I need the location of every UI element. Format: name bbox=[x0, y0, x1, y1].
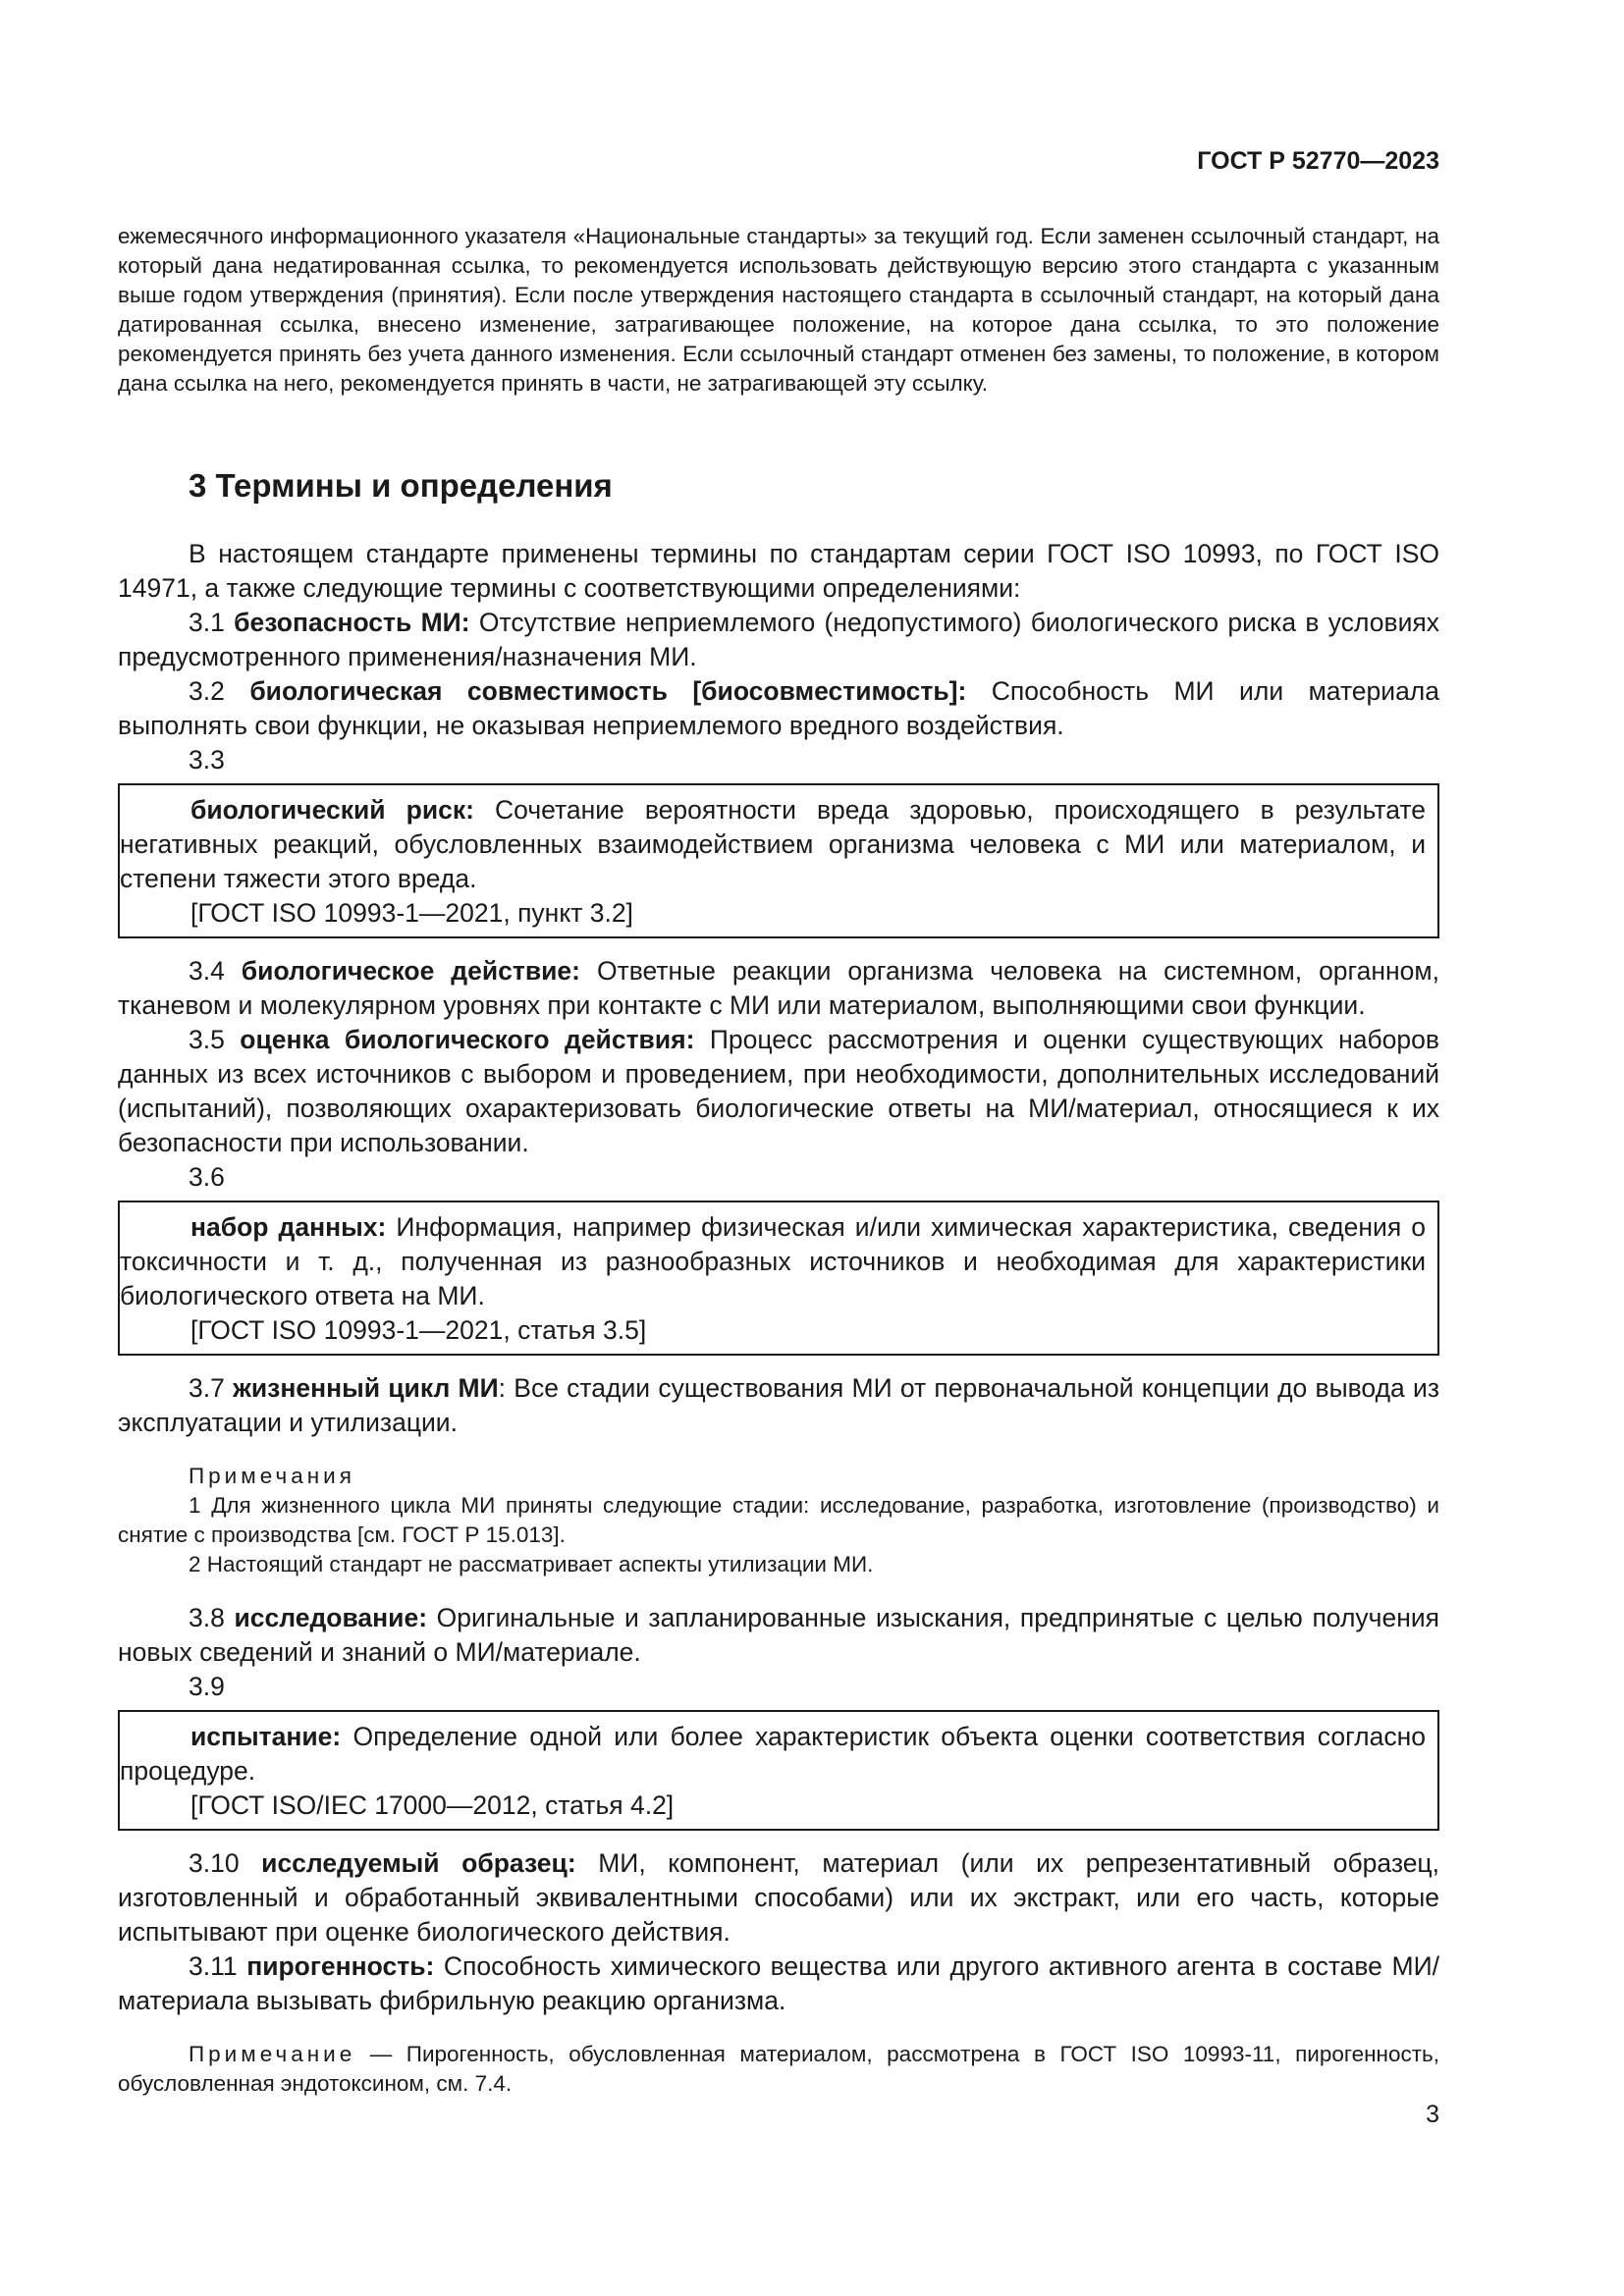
term-box-3-9 bbox=[118, 1710, 1439, 1831]
term-name: биологическая совместимость [биосовместимость]: bbox=[249, 676, 967, 706]
term-3-3 bbox=[120, 793, 1426, 896]
term-name: исследуемый образец: bbox=[261, 1848, 576, 1878]
term-3-1 bbox=[118, 606, 1439, 674]
term-box-3-6 bbox=[118, 1201, 1439, 1356]
term-name: биологический риск: bbox=[190, 795, 474, 825]
term-name: безопасность МИ: bbox=[234, 608, 470, 637]
term-3-6 bbox=[120, 1210, 1426, 1313]
term-definition: Информация, например физическая и/или химическая характеристика, сведения о токсичности и т. д., полученная из разнообразных источников и необходимая для характеристики биологического ответа на МИ. bbox=[120, 1212, 1426, 1310]
page-content bbox=[118, 222, 1439, 2099]
section-intro: В настоящем стандарте применены термины по стандартам серии ГОСТ ISO 10993, по ГОСТ ISO 14971, а также следующие термины с соответствующими определениями: bbox=[118, 539, 1439, 603]
term-number: 3.11 bbox=[189, 1951, 238, 1981]
term-definition: Способность МИ или материала выполнять свои функции, не оказывая неприемлемого вредного воздействия. bbox=[118, 676, 1440, 740]
note-2: 2 Настоящий стандарт не рассматривает аспекты утилизации МИ. bbox=[189, 1552, 874, 1576]
term-number: 3.7 bbox=[189, 1373, 225, 1403]
term-name: оценка биологического действия: bbox=[240, 1025, 695, 1054]
intro-paragraph: ежемесячного информационного указателя «Национальные стандарты» за текущий год. Если заменен ссылочный стандарт, на который дана недатированная ссылка, то рекомендуется использовать действующую версию этого стандарта с указанным выше годом утверждения (принятия). Если после утверждения настоящего стандарта в ссылочный стандарт, на который дана датированная ссылка, внесено изменение, затрагивающее положение, на которое дана ссылка, то это положение рекомендуется принять без учета данного изменения. Если ссылочный стандарт отменен без замены, то положение, в котором дана ссылка на него, рекомендуется принять в части, не затрагивающей эту ссылку. bbox=[118, 224, 1439, 396]
term-name: биологическое действие: bbox=[241, 956, 580, 986]
term-definition: Сочетание вероятности вреда здоровью, происходящего в результате негативных реакций, обусловленных взаимодействием организма человека с МИ или материалом, и степени тяжести этого вреда. bbox=[120, 795, 1426, 893]
term-3-5 bbox=[118, 1023, 1439, 1160]
term-definition: Оригинальные и запланированные изыскания, предпринятые с целью получения новых сведений и знаний о МИ/материале. bbox=[118, 1603, 1439, 1667]
term-3-8 bbox=[118, 1601, 1439, 1670]
section-title: 3 Термины и определения bbox=[189, 467, 613, 504]
term-name: пирогенность: bbox=[246, 1951, 435, 1981]
term-name: жизненный цикл МИ bbox=[233, 1373, 499, 1403]
term-3-10 bbox=[118, 1846, 1439, 1949]
term-number: 3.5 bbox=[189, 1025, 225, 1054]
page-number: 3 bbox=[1426, 2101, 1439, 2128]
term-box-3-3 bbox=[118, 783, 1439, 938]
term-number: 3.1 bbox=[189, 608, 225, 637]
term-number: 3.4 bbox=[189, 956, 225, 986]
term-number-3-3: 3.3 bbox=[189, 745, 225, 774]
term-source: [ГОСТ ISO 10993-1—2021, статья 3.5] bbox=[190, 1315, 647, 1345]
term-number: 3.8 bbox=[189, 1603, 225, 1632]
note-3-11 bbox=[118, 2040, 1439, 2099]
term-definition: Определение одной или более характеристик объекта оценки соответствия согласно процедуре. bbox=[120, 1722, 1426, 1786]
term-number-3-9: 3.9 bbox=[189, 1672, 225, 1701]
term-3-4 bbox=[118, 954, 1439, 1023]
term-source: [ГОСТ ISO/IEC 17000—2012, статья 4.2] bbox=[190, 1790, 675, 1820]
notes-heading: Примечания bbox=[189, 1464, 355, 1488]
term-name: набор данных: bbox=[190, 1212, 387, 1242]
term-3-2 bbox=[118, 674, 1439, 743]
term-number-3-6: 3.6 bbox=[189, 1162, 225, 1192]
note-text: — Пирогенность, обусловленная материалом, рассмотрена в ГОСТ ISO 10993-11, пирогенность, обусловленная эндотоксином, см. 7.4. bbox=[118, 2042, 1439, 2096]
term-name: испытание: bbox=[190, 1722, 342, 1751]
term-definition: Способность химического вещества или другого активного агента в составе МИ/материала вызывать фибрильную реакцию организма. bbox=[118, 1951, 1439, 2015]
term-number: 3.10 bbox=[189, 1848, 240, 1878]
term-definition: : Все стадии существования МИ от первоначальной концепции до вывода из эксплуатации и утилизации. bbox=[118, 1373, 1439, 1437]
term-definition: МИ, компонент, материал (или их репрезентативный образец, изготовленный и обработанный эквивалентными способами) или их экстракт, или его часть, которые испытывают при оценке биологического действия. bbox=[118, 1848, 1439, 1947]
term-definition: Ответные реакции организма человека на системном, органном, тканевом и молекулярном уровнях при контакте с МИ или материалом, выполняющими свои функции. bbox=[118, 956, 1439, 1020]
term-number: 3.2 bbox=[189, 676, 225, 706]
note-label: Примечание bbox=[189, 2042, 356, 2066]
term-3-7 bbox=[118, 1371, 1439, 1440]
term-3-11 bbox=[118, 1949, 1439, 2018]
document-id-header: ГОСТ Р 52770—2023 bbox=[1197, 147, 1439, 175]
term-definition: Отсутствие неприемлемого (недопустимого) биологического риска в условиях предусмотренного применения/назначения МИ. bbox=[118, 608, 1439, 671]
note-1: 1 Для жизненного цикла МИ приняты следующие стадии: исследование, разработка, изготовление (производство) и снятие с производства [см. ГОСТ Р 15.013]. bbox=[118, 1493, 1439, 1547]
term-source: [ГОСТ ISO 10993-1—2021, пункт 3.2] bbox=[190, 898, 633, 928]
term-3-9 bbox=[120, 1720, 1426, 1789]
term-name: исследование: bbox=[234, 1603, 428, 1632]
term-definition: Процесс рассмотрения и оценки существующих наборов данных из всех источников с выбором и проведением, при необходимости, дополнительных исследований (испытаний), позволяющих охарактеризовать биологические ответы на МИ/материал, относящиеся к их безопасности при использовании. bbox=[118, 1025, 1439, 1157]
